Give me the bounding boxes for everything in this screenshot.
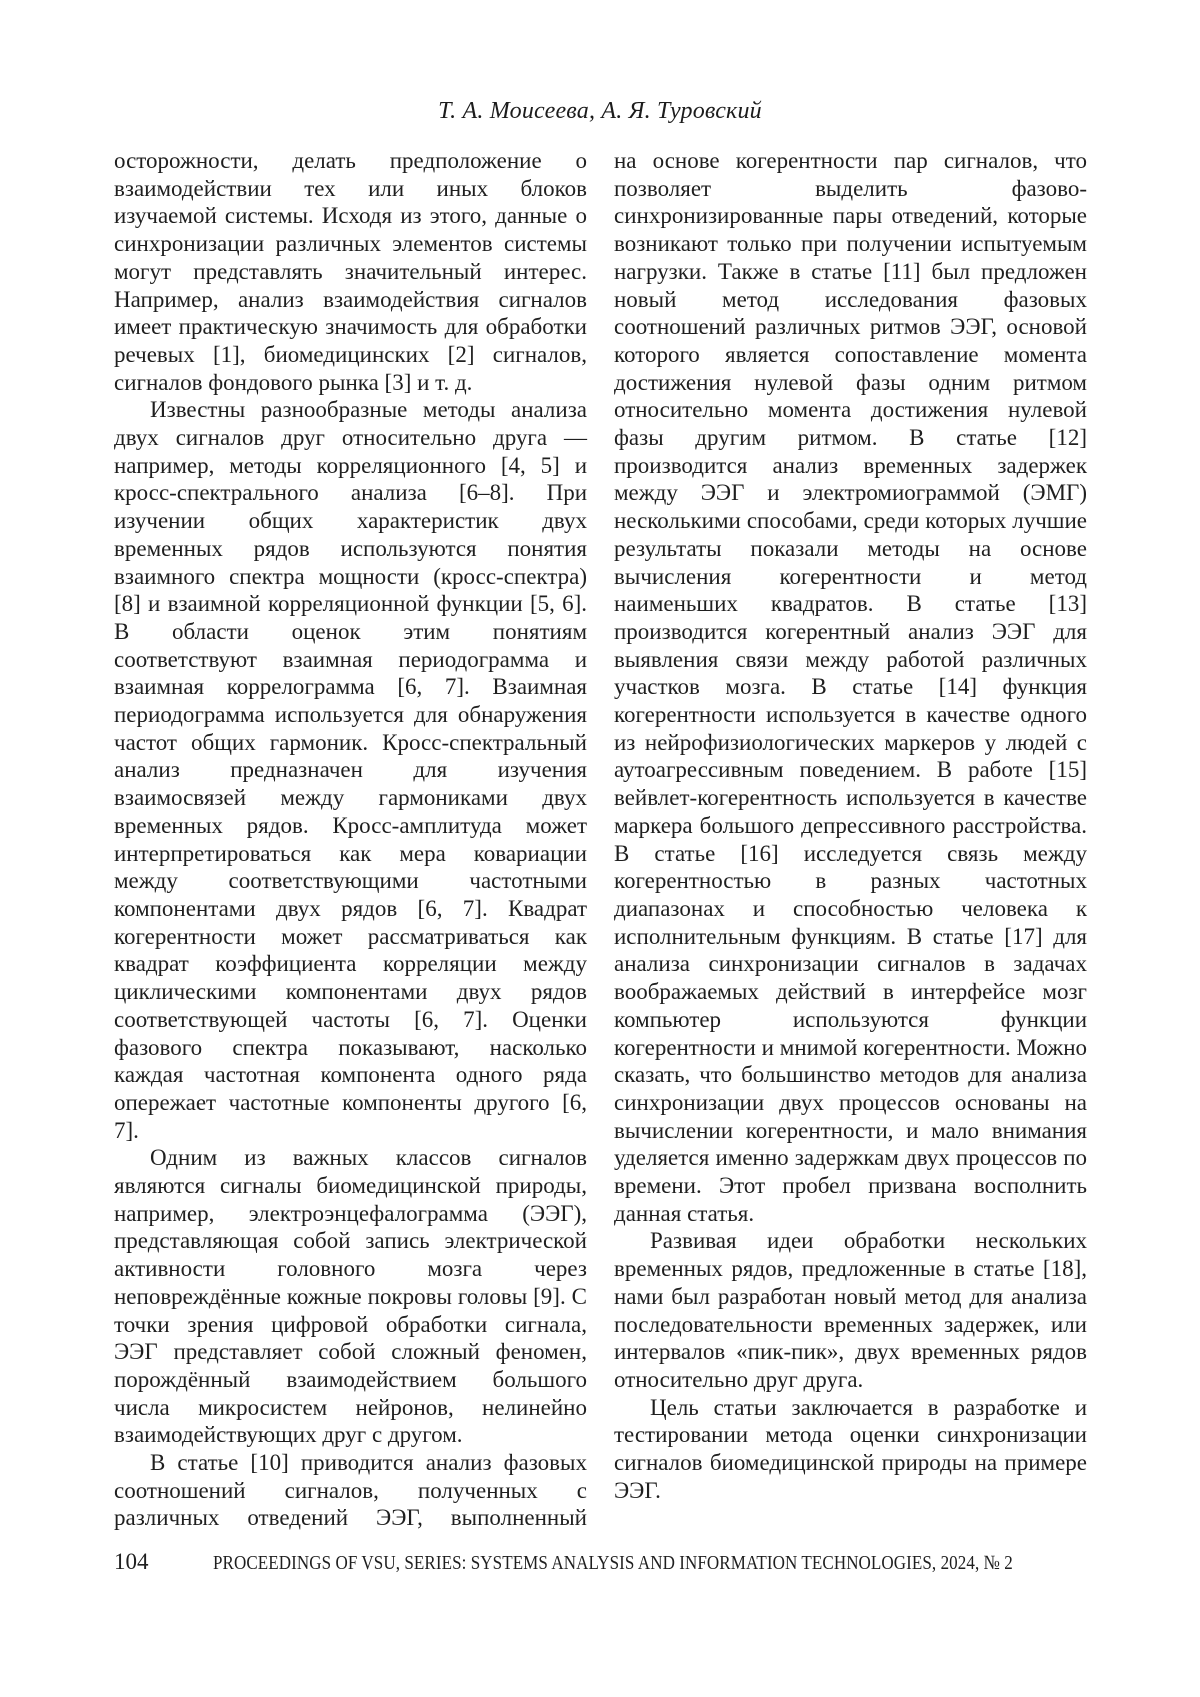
right-column — [614, 147, 1087, 1532]
paragraph: на основе когерентности пар сигналов, что позволяет выделить фазово-синхронизированные пары отведений, которые возникают только при получении испытуемым нагрузки. Также в статье [11] был предложен новый метод исследования фазовых соотношений различных ритмов ЭЭГ, основой которого является сопоставление момента достижения нулевой фазы одним ритмом относительно момента достижения нулевой фазы другим ритмом. В статье [12] производится анализ временных задержек между ЭЭГ и электромиограммой (ЭМГ) несколькими способами, среди которых лучшие результаты показали методы на основе вычисления когерентности и метод наименьших квадратов. В статье [13] производится когерентный анализ ЭЭГ для выявления связи между работой различных участков мозга. В статье [14] функция когерентности используется в качестве одного из нейрофизиологических маркеров у людей с аутоагрессивным поведением. В работе [15] вейвлет-когерентность используется в качестве маркера большого депрессивного расстройства. В статье [16] исследуется связь между когерентностью в разных частотных диапазонах и способностью человека к исполнительным функциям. В статье [17] для анализа синхронизации сигналов в задачах воображаемых действий в интерфейсе мозг компьютер используются функции когерентности и мнимой когерентности. Можно сказать, что большинство методов для анализа синхронизации двух процессов основаны на вычислении когерентности, и мало внимания уделяется именно задержкам двух процессов по времени. Этот пробел призвана восполнить данная статья. — [614, 148, 1087, 1226]
paragraph: Одним из важных классов сигналов являются сигналы биомедицинской природы, например, электроэнцефалограмма (ЭЭГ), представляющая собой запись электрической активности головного мозга через неповреждённые кожные покровы головы [9]. С точки зрения цифровой обработки сигнала, ЭЭГ представляет собой сложный феномен, порождённый взаимодействием большого числа микросистем нейронов, нелинейно взаимодействующих друг с другом. — [114, 1145, 587, 1448]
running-head-authors: Т. А. Моисеева, А. Я. Туровский — [438, 98, 762, 124]
journal-title-line: PROCEEDINGS OF VSU, SERIES: SYSTEMS ANALYSIS AND INFORMATION TECHNOLOGIES, 2024, № 2 — [212, 1552, 1013, 1574]
article-body — [114, 147, 1087, 1532]
paragraph: Развивая идеи обработки нескольких временных рядов, предложенные в статье [18], нами был разработан новый метод для анализа последовательности временных задержек, или интервалов «пик-пик», двух временных рядов относительно друг друга. — [614, 1228, 1087, 1392]
page-footer — [114, 1549, 1087, 1575]
left-column — [114, 147, 587, 1532]
paragraph: Цель статьи заключается в разработке и тестировании метода оценки синхронизации сигналов биомедицинской природы на примере ЭЭГ. — [614, 1394, 1087, 1503]
paragraph: осторожности, делать предположение о взаимодействии тех или иных блоков изучаемой системы. Исходя из этого, данные о синхронизации различных элементов системы могут представлять значительный интерес. Например, анализ взаимодействия сигналов имеет практическую значимость для обработки речевых [1], биомедицинских [2] сигналов, сигналов фондового рынка [3] и т. д. — [114, 148, 587, 395]
page-number: 104 — [114, 1549, 149, 1574]
paragraph: Известны разнообразные методы анализа двух сигналов друг относительно друга — например, методы корреляционного [4, 5] и кросс-спектрального анализа [6–8]. При изучении общих характеристик двух временных рядов используются понятия взаимного спектра мощности (кросс-спектра) [8] и взаимной корреляционной функции [5, 6]. В области оценок этим понятиям соответствуют взаимная периодограмма и взаимная коррелограмма [6, 7]. Взаимная периодограмма используется для обнаружения частот общих гармоник. Кросс-спектральный анализ предназначен для изучения взаимосвязей между гармониками двух временных рядов. Кросс-амплитуда может интерпретироваться как мера ковариации между соответствующими частотными компонентами двух рядов [6, 7]. Квадрат когерентности может рассматриваться как квадрат коэффициента корреляции между циклическими компонентами двух рядов соответствующей частоты [6, 7]. Оценки фазового спектра показывают, насколько каждая частотная компонента одного ряда опережает частотные компоненты другого [6, 7]. — [114, 397, 587, 1143]
paragraph: В статье [10] приводится анализ фазовых соотношений сигналов, полученных с различных отведений ЭЭГ, выполненный — [114, 1450, 587, 1531]
